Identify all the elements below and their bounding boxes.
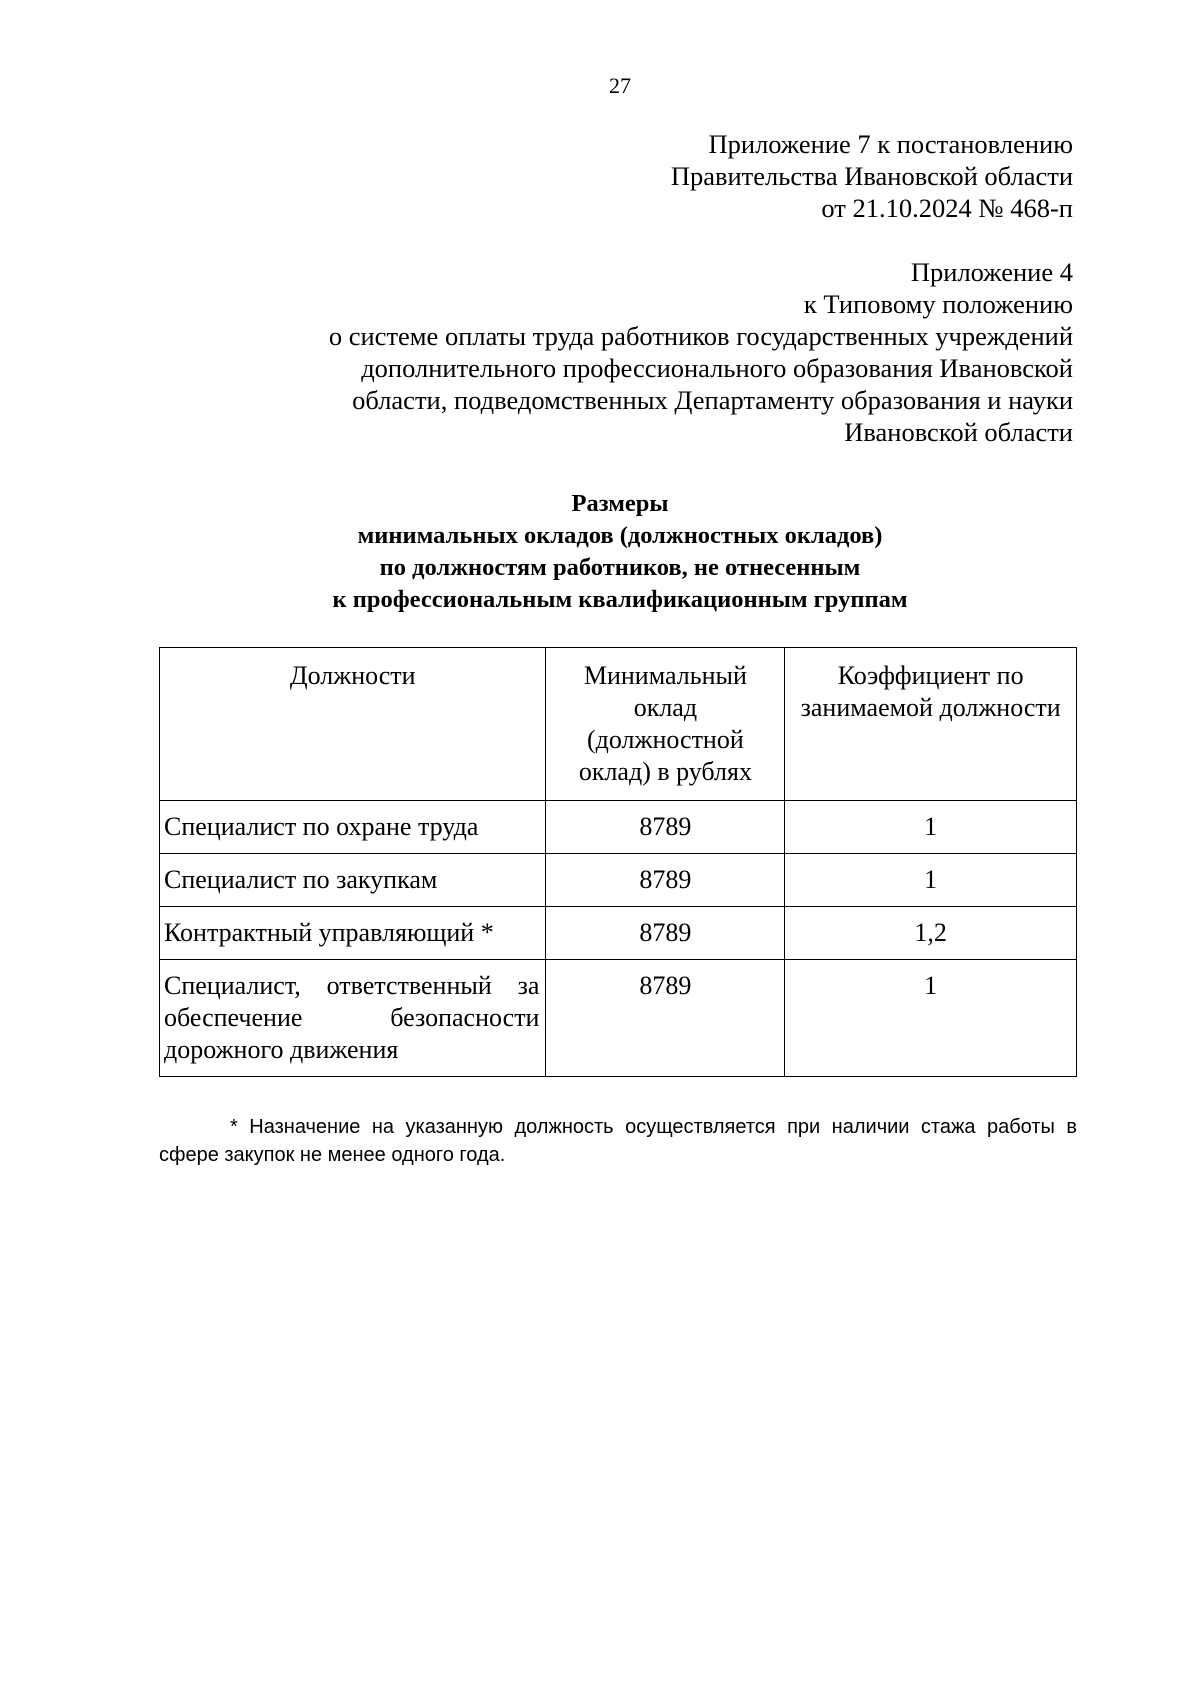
appendix-7-line: Правительства Ивановской области <box>670 161 1073 191</box>
salary-table <box>159 647 1077 1077</box>
table-row <box>160 907 1077 960</box>
cell-position: Специалист по закупкам <box>160 854 546 907</box>
appendix-7-line: Приложение 7 к постановлению <box>708 129 1073 159</box>
table-row <box>160 854 1077 907</box>
cell-position: Специалист, ответственный за обеспечение безопасности дорожного движения <box>160 960 546 1077</box>
cell-position: Специалист по охране труда <box>160 801 546 854</box>
cell-salary: 8789 <box>546 854 785 907</box>
header-salary: Минимальный оклад (должностной оклад) в рублях <box>546 648 785 801</box>
header-coefficient: Коэффициент по занимаемой должности <box>785 648 1077 801</box>
page-number: 27 <box>609 73 631 98</box>
cell-coefficient: 1 <box>785 801 1077 854</box>
cell-coefficient: 1 <box>785 854 1077 907</box>
cell-salary: 8789 <box>546 960 785 1077</box>
title-line: Размеры <box>571 490 669 517</box>
appendix-4-line: о системе оплаты труда работников государственных учреждений <box>328 321 1073 351</box>
title-line: к профессиональным квалификационным группам <box>332 586 908 613</box>
cell-coefficient: 1 <box>785 960 1077 1077</box>
appendix-4-line: Ивановской области <box>844 417 1073 447</box>
document-title <box>0 488 1200 616</box>
cell-salary: 8789 <box>546 801 785 854</box>
table-header-row <box>160 648 1077 801</box>
title-line: по должностям работников, не отнесенным <box>379 554 861 581</box>
appendix-7-line: от 21.10.2024 № 468-п <box>821 193 1073 223</box>
appendix-4-line: дополнительного профессионального образования Ивановской <box>361 353 1073 383</box>
appendix-4-line: к Типовому положению <box>803 289 1073 319</box>
appendix-7-header <box>173 128 1073 224</box>
appendix-4-line: области, подведомственных Департаменту образования и науки <box>352 385 1073 415</box>
cell-salary: 8789 <box>546 907 785 960</box>
title-line: минимальных окладов (должностных окладов) <box>357 522 883 549</box>
table-row <box>160 801 1077 854</box>
appendix-4-line: Приложение 4 <box>910 257 1073 287</box>
cell-position: Контрактный управляющий * <box>160 907 546 960</box>
appendix-4-header <box>173 256 1073 448</box>
table-row <box>160 960 1077 1077</box>
header-position: Должности <box>160 648 546 801</box>
footnote: * Назначение на указанную должность осуществляется при наличии стажа работы в сфере закупок не менее одного года. <box>159 1116 1077 1166</box>
cell-coefficient: 1,2 <box>785 907 1077 960</box>
